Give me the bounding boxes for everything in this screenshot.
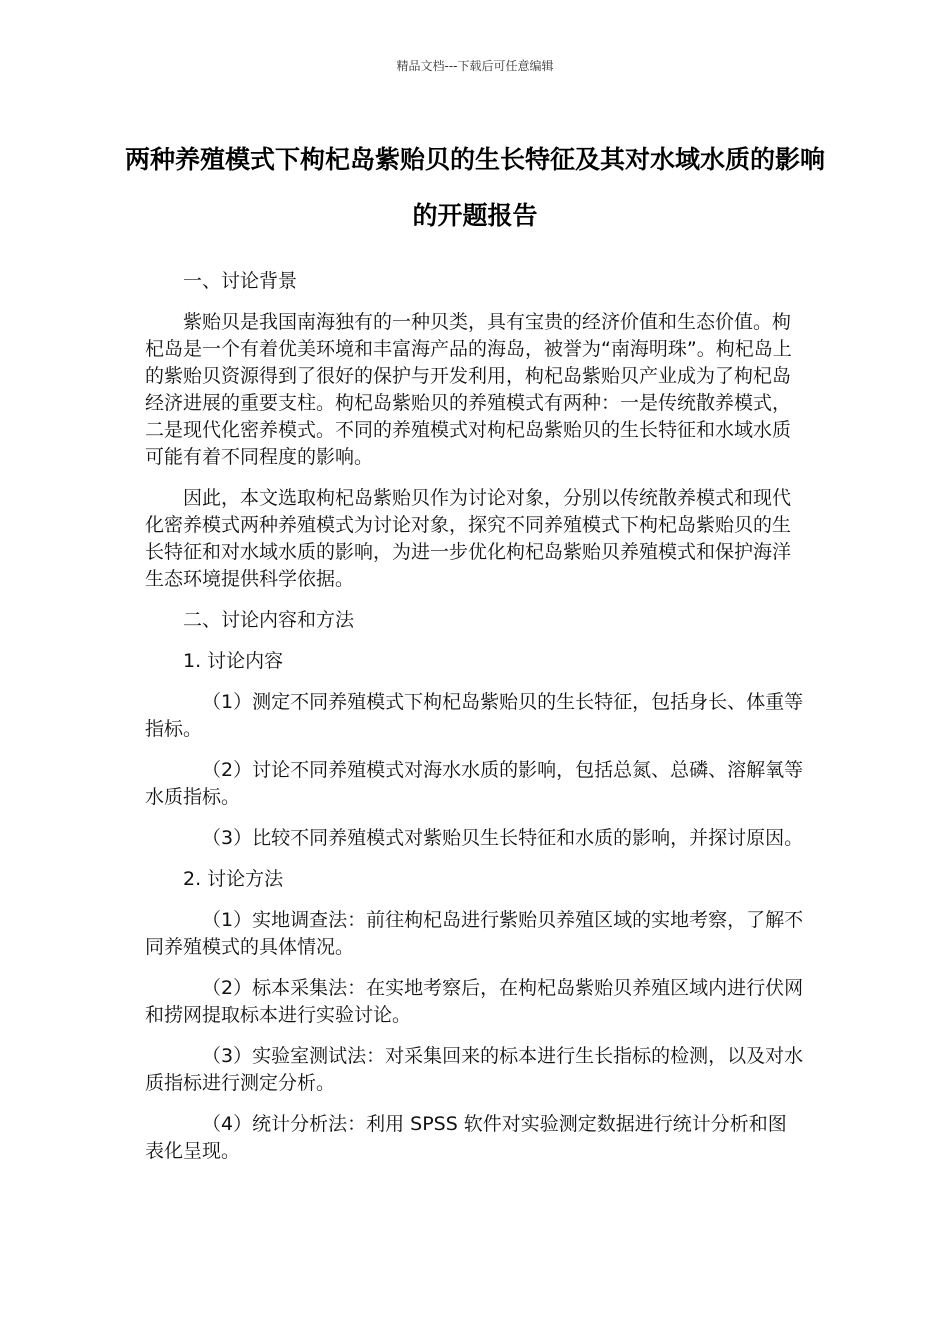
- section-heading-background: 一、讨论背景: [183, 270, 298, 292]
- paragraph: 因此，本文选取枸杞岛紫贻贝作为讨论对象，分别以传统散养模式和现代化密养模式两种养殖模式为讨论对象，探究不同养殖模式下枸杞岛紫贻贝的生长特征和对水域水质的影响，为进一步优化枸杞岛紫贻贝养殖模式和保护海洋生态环境提供科学依据。: [145, 487, 792, 590]
- subheading-method: 2. 讨论方法: [183, 868, 284, 890]
- list-item: （1）测定不同养殖模式下枸杞岛紫贻贝的生长特征，包括身长、体重等指标。: [145, 691, 804, 740]
- document-body: [145, 268, 805, 1179]
- list-item: （1）实地调查法：前往枸杞岛进行紫贻贝养殖区域的实地考察，了解不同养殖模式的具体情况。: [145, 909, 804, 958]
- list-item: （4）统计分析法：利用 SPSS 软件对实验测定数据进行统计分析和图表化呈现。: [145, 1113, 787, 1162]
- list-item: （3）比较不同养殖模式对紫贻贝生长特征和水质的影响，并探讨原因。: [202, 827, 804, 849]
- paragraph: 紫贻贝是我国南海独有的一种贝类，具有宝贵的经济价值和生态价值。枸杞岛是一个有着优美环境和丰富海产品的海岛，被誉为“南海明珠”。枸杞岛上的紫贻贝资源得到了很好的保护与开发利用，枸杞岛紫贻贝产业成为了枸杞岛经济进展的重要支柱。枸杞岛紫贻贝的养殖模式有两种：一是传统散养模式，二是现代化密养模式。不同的养殖模式对枸杞岛紫贻贝的生长特征和水域水质可能有着不同程度的影响。: [145, 311, 792, 468]
- header-note: 精品文档---下载后可任意编辑: [396, 59, 554, 73]
- page-title: 两种养殖模式下枸杞岛紫贻贝的生长特征及其对水域水质的影响的开题报告: [124, 145, 825, 230]
- list-item: （2）标本采集法：在实地考察后，在枸杞岛紫贻贝养殖区域内进行伏网和捞网提取标本进行实验讨论。: [145, 977, 804, 1026]
- list-item: （2）讨论不同养殖模式对海水水质的影响，包括总氮、总磷、溶解氧等水质指标。: [145, 759, 804, 808]
- section-heading-methods: 二、讨论内容和方法: [183, 609, 355, 631]
- list-item: （3）实验室测试法：对采集回来的标本进行生长指标的检测，以及对水质指标进行测定分析。: [145, 1045, 804, 1094]
- subheading-content: 1. 讨论内容: [183, 650, 284, 672]
